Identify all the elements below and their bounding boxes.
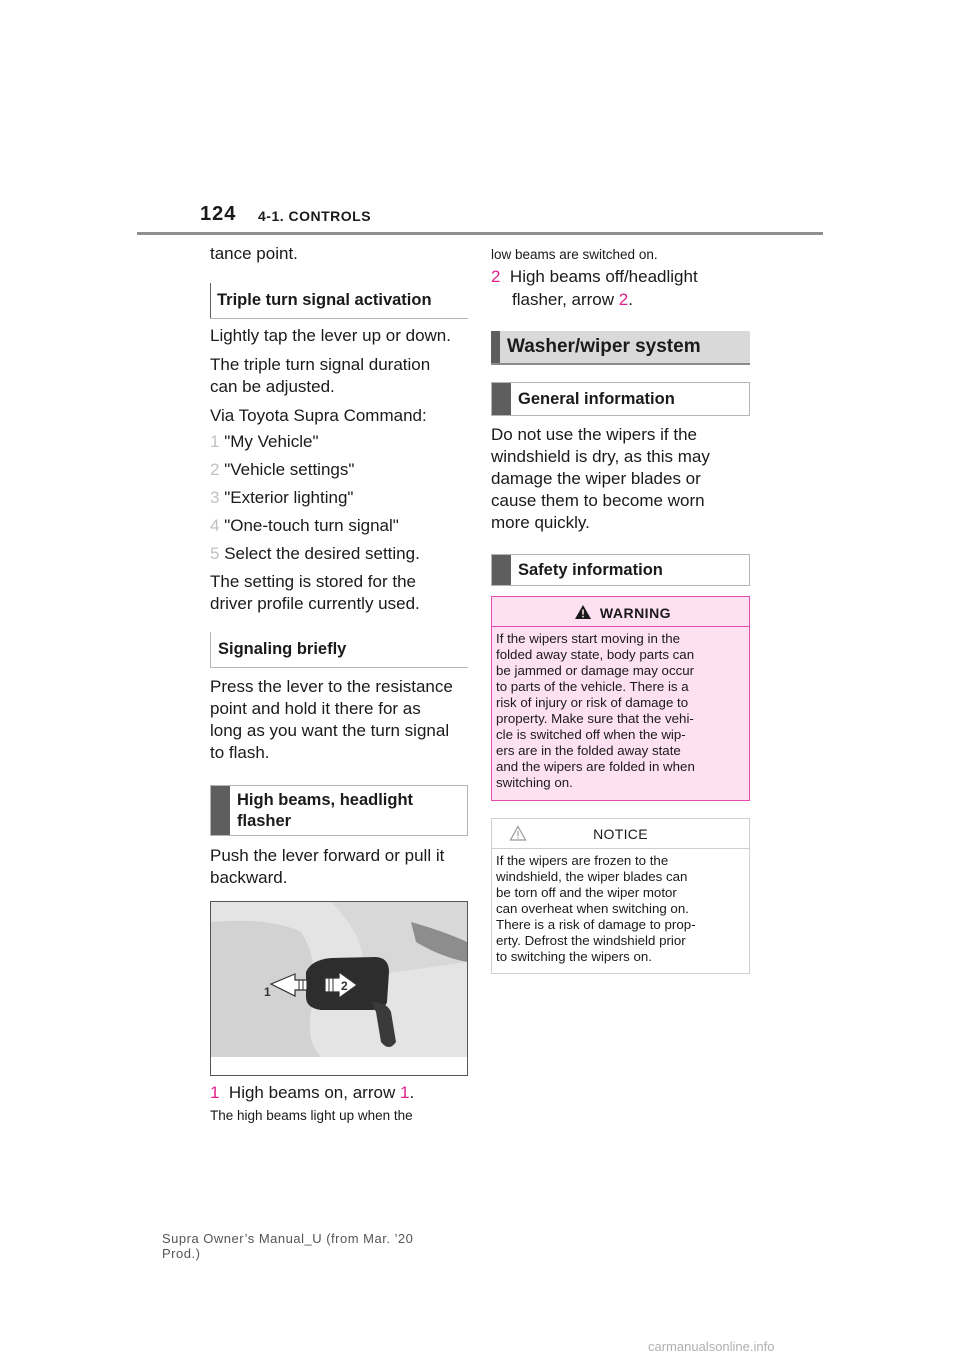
step-number: 2 bbox=[210, 460, 220, 479]
section-title: 4-1. CONTROLS bbox=[258, 208, 372, 224]
signal-line-4: to flash. bbox=[210, 743, 270, 762]
lever-drawing bbox=[211, 902, 467, 1075]
item-end: . bbox=[628, 290, 633, 309]
step-text: "My Vehicle" bbox=[224, 432, 319, 451]
heading-text: Triple turn signal activation bbox=[217, 291, 432, 309]
item-2-line-2 bbox=[512, 289, 633, 311]
warning-line: risk of injury or risk of damage to bbox=[496, 695, 689, 710]
general-line-2: windshield is dry, as this may bbox=[491, 447, 710, 466]
item-1 bbox=[210, 1082, 414, 1104]
via-command: Via Toyota Supra Command: bbox=[210, 406, 427, 425]
step-number: 4 bbox=[210, 516, 220, 535]
heading-text: General information bbox=[518, 390, 675, 408]
step-text: Select the desired setting. bbox=[224, 544, 420, 563]
notice-line: can overheat when switching on. bbox=[496, 901, 689, 916]
step-1 bbox=[210, 431, 318, 453]
warning-line: and the wipers are folded in when bbox=[496, 759, 695, 774]
stored-text-a: The setting is stored for the bbox=[210, 572, 416, 591]
heading-signaling-briefly bbox=[210, 632, 468, 668]
step-text: "Exterior lighting" bbox=[224, 488, 354, 507]
warning-line: switching on. bbox=[496, 775, 573, 790]
figure-label-1: 1 bbox=[264, 985, 271, 999]
footer-line-1: Supra Owner’s Manual_U (from Mar. ’20 bbox=[162, 1231, 414, 1246]
lever-illustration bbox=[210, 901, 468, 1076]
step-3 bbox=[210, 487, 353, 509]
general-line-1: Do not use the wipers if the bbox=[491, 425, 698, 444]
heading-high-beams bbox=[210, 785, 468, 836]
warning-line: folded away state, body parts can bbox=[496, 647, 695, 662]
warning-title: WARNING bbox=[599, 605, 672, 621]
step-5 bbox=[210, 543, 420, 565]
footer-line-2: Prod.) bbox=[162, 1246, 201, 1261]
general-line-4: cause them to become worn bbox=[491, 491, 705, 510]
notice-body bbox=[496, 853, 745, 965]
notice-line: erty. Defrost the windshield prior bbox=[496, 933, 686, 948]
warning-line: cle is switched off when the wip- bbox=[496, 727, 686, 742]
continued-text: tance point. bbox=[210, 244, 298, 263]
watermark: carmanualsonline.info bbox=[648, 1339, 775, 1354]
warning-line: property. Make sure that the vehi- bbox=[496, 711, 694, 726]
continued-note: low beams are switched on. bbox=[491, 247, 658, 262]
item-2 bbox=[491, 266, 698, 288]
heading-safety-information bbox=[491, 554, 750, 586]
notice-line: be torn off and the wiper motor bbox=[496, 885, 677, 900]
item-text: High beams off/headlight bbox=[509, 267, 698, 286]
item-text: High beams on, arrow bbox=[228, 1083, 396, 1102]
triple-paragraph-2a: The triple turn signal duration bbox=[210, 355, 431, 374]
step-4 bbox=[210, 515, 399, 537]
warning-line: to parts of the vehicle. There is a bbox=[496, 679, 689, 694]
item-number: 2 bbox=[491, 267, 501, 286]
arrow-ref: 1 bbox=[399, 1083, 410, 1102]
general-line-3: damage the wiper blades or bbox=[491, 469, 701, 488]
notice-line: windshield, the wiper blades can bbox=[496, 869, 688, 884]
header-rule bbox=[137, 232, 823, 235]
general-line-5: more quickly. bbox=[491, 513, 590, 532]
heading-text: Safety information bbox=[518, 561, 663, 579]
arrow-ref: 2 bbox=[618, 290, 629, 309]
warning-line: be jammed or damage may occur bbox=[496, 663, 695, 678]
step-number: 5 bbox=[210, 544, 220, 563]
stored-text-b: driver profile currently used. bbox=[210, 594, 420, 613]
page-number: 124 bbox=[200, 203, 237, 225]
notice-separator bbox=[492, 848, 749, 849]
figure-label-2: 2 bbox=[341, 979, 348, 993]
triple-paragraph-2b: can be adjusted. bbox=[210, 377, 335, 396]
push-line-2: backward. bbox=[210, 868, 288, 887]
step-text: "One-touch turn signal" bbox=[224, 516, 399, 535]
item-text: flasher, arrow bbox=[512, 290, 615, 309]
step-number: 1 bbox=[210, 432, 220, 451]
heading-general-information bbox=[491, 382, 750, 416]
item-1-note: The high beams light up when the bbox=[210, 1108, 413, 1123]
push-line-1: Push the lever forward or pull it bbox=[210, 846, 445, 865]
heading-tab bbox=[492, 383, 511, 415]
step-2 bbox=[210, 459, 354, 481]
heading-tab bbox=[211, 786, 230, 835]
heading-text: Washer/wiper system bbox=[507, 336, 701, 357]
item-end: . bbox=[409, 1083, 415, 1102]
notice-title: NOTICE bbox=[593, 826, 648, 842]
warning-line: ers are in the folded away state bbox=[496, 743, 681, 758]
heading-text: Signaling briefly bbox=[218, 640, 347, 658]
item-number: 1 bbox=[210, 1083, 220, 1102]
heading-triple-turn-signal bbox=[210, 283, 468, 319]
heading-tab bbox=[492, 555, 511, 585]
warning-line: If the wipers start moving in the bbox=[496, 631, 681, 646]
heading-text-line-1: High beams, headlight bbox=[237, 791, 414, 809]
footer bbox=[162, 1231, 413, 1261]
step-number: 3 bbox=[210, 488, 220, 507]
warning-separator bbox=[492, 626, 749, 627]
notice-line: If the wipers are frozen to the bbox=[496, 853, 669, 868]
step-text: "Vehicle settings" bbox=[224, 460, 355, 479]
heading-tab bbox=[210, 283, 211, 318]
signal-line-1: Press the lever to the resistance bbox=[210, 677, 453, 696]
signal-line-3: long as you want the turn signal bbox=[210, 721, 450, 740]
triple-paragraph-1: Lightly tap the lever up or down. bbox=[210, 326, 451, 345]
heading-text-line-2: flasher bbox=[237, 812, 292, 830]
heading-washer-wiper bbox=[491, 331, 750, 365]
notice-line: to switching the wipers on. bbox=[496, 949, 652, 964]
signal-line-2: point and hold it there for as bbox=[210, 699, 421, 718]
warning-body bbox=[496, 631, 745, 791]
heading-tab bbox=[491, 331, 500, 363]
warning-box bbox=[491, 596, 750, 801]
notice-box bbox=[491, 818, 750, 974]
notice-line: There is a risk of damage to prop- bbox=[496, 917, 696, 932]
